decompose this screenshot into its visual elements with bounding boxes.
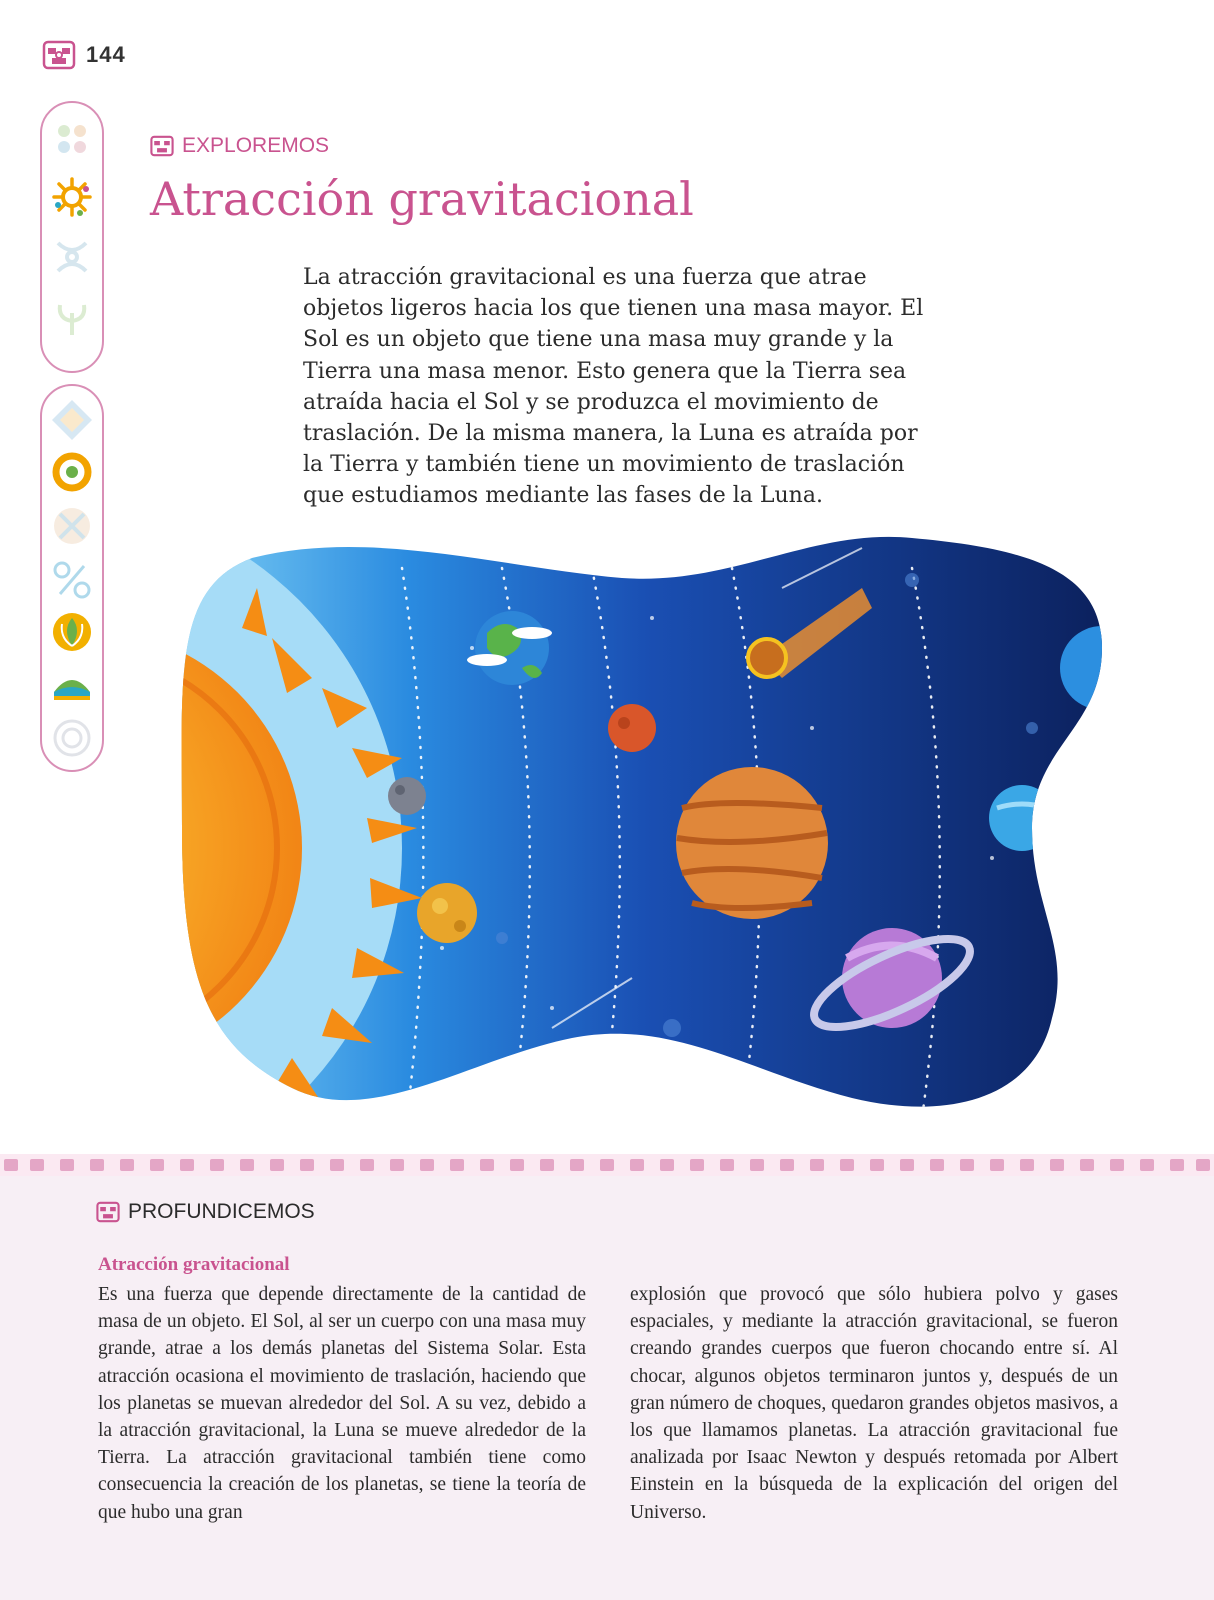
ring-icon — [50, 450, 94, 494]
sun-icon — [50, 175, 94, 219]
page-number: 144 — [86, 42, 126, 67]
diamond-icon — [50, 398, 94, 442]
glyph-icon — [42, 40, 76, 70]
figure-icon — [50, 235, 94, 279]
section-label-exploremos — [150, 134, 329, 158]
text-column-left: Es una fuerza que depende directamente de la cantidad de masa de un objeto. El Sol, al ser un cuerpo con una masa muy grande, atrae a los demás planetas del Sistema Solar. Esta atracción ocasiona el movimiento de traslación, haciendo que los planetas se muevan alrededor del Sol. A su vez, debido a la atracción gravitacional, la Luna se mueve alrededor de la Tierra. La atracción gravitacional también tiene como consecuencia la creación de los planetas, se tiene la teoría de que hubo una gran — [98, 1284, 586, 1523]
square-icon — [50, 504, 94, 548]
glyph-icon — [150, 135, 174, 157]
circle-icon — [50, 716, 94, 760]
page-number-area — [42, 40, 126, 70]
percent-icon — [50, 558, 94, 602]
mountain-icon — [50, 664, 94, 708]
section-label-profundicemos — [96, 1200, 315, 1224]
glyph-icon — [96, 1201, 120, 1223]
text-column-right: explosión que provocó que sólo hubiera polvo y gases espaciales, y mediante la atracción gravitacional, se fueron creando grandes cuerpos que fueron chocando entre sí. Al chocar, algunos objetos terminaron juntos y, después de un gran número de choques, quedaron grandes objetos masivos, a los que llamamos planetas. La atracción gravitacional fue analizada por Isaac Newton y después retomada por Albert Einstein en la búsqueda de la explicación del origen del Universo. — [630, 1284, 1118, 1523]
sidebar-top — [40, 101, 104, 373]
section-subtitle: Atracción gravitacional — [98, 1254, 290, 1275]
section-label-text: PROFUNDICEMOS — [128, 1200, 315, 1223]
leaf-icon — [50, 610, 94, 654]
page-title: Atracción gravitacional — [150, 172, 694, 226]
solar-system-illustration — [172, 528, 1122, 1128]
plant-icon — [50, 295, 94, 339]
intro-paragraph: La atracción gravitacional es una fuerza que atrae objetos ligeros hacia los que tienen una masa mayor. El Sol es un objeto que tiene una masa muy grande y la Tierra una masa menor. Esto genera que la Tierra sea atraída hacia el Sol y se produzca el movimiento de traslación. De la misma manera, la Luna es atraída por la Tierra y también tiene un movimiento de traslación que estudiamos mediante las fases de la Luna. — [303, 265, 924, 509]
section-label-text: EXPLOREMOS — [182, 134, 330, 157]
flower-icon — [50, 117, 94, 161]
sidebar-bottom — [40, 384, 104, 772]
decorative-border — [0, 1154, 1214, 1176]
